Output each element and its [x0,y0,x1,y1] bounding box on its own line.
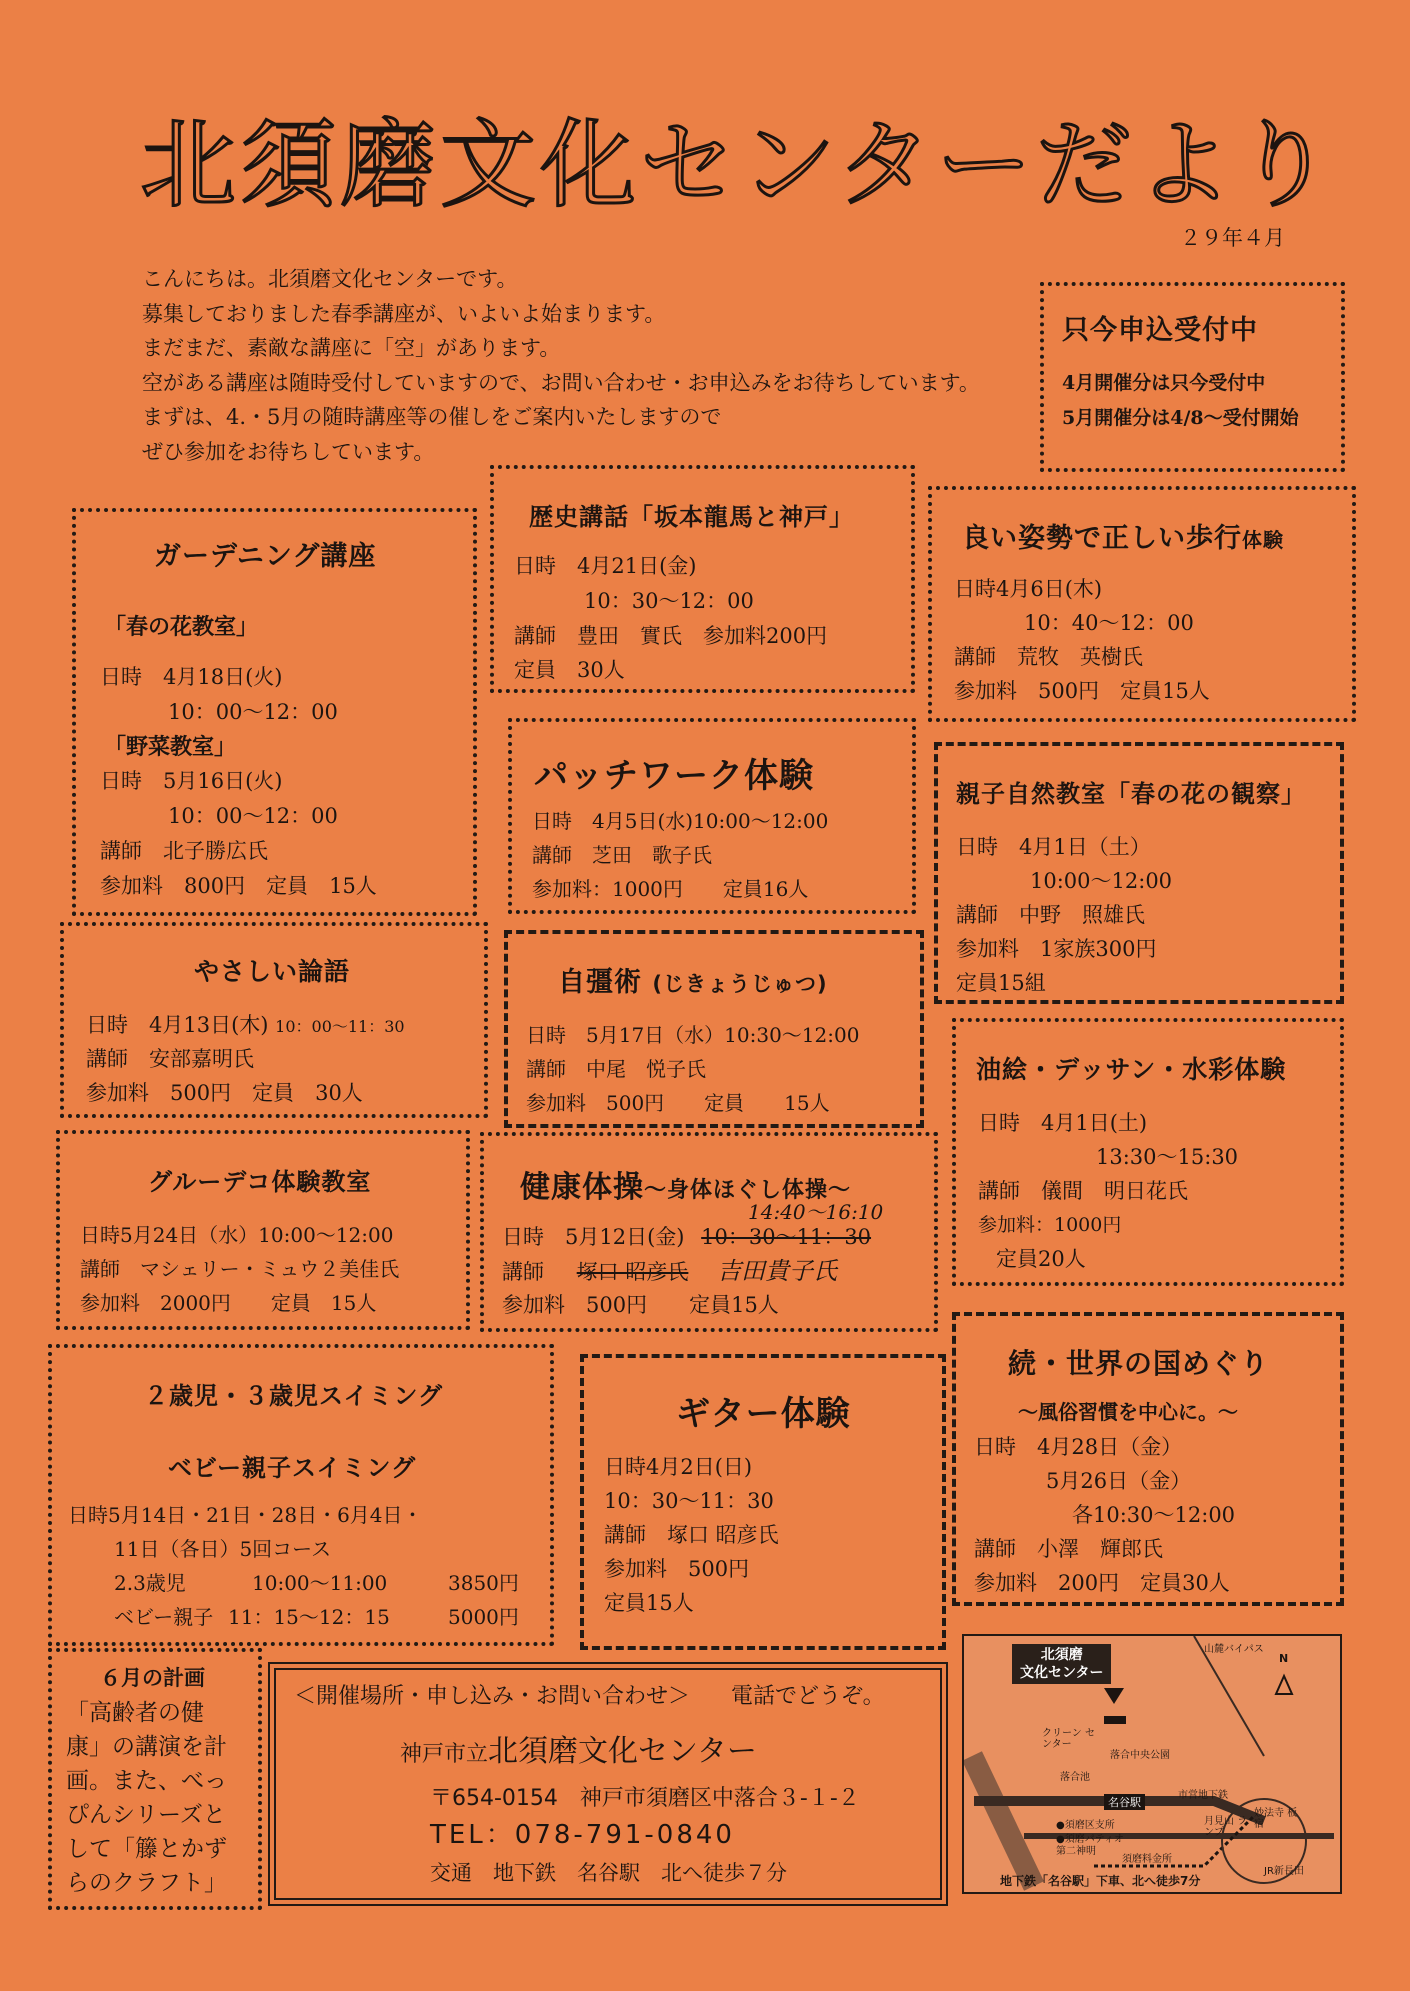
june-text [66,1696,227,1900]
contact-box [268,1662,948,1906]
course-date: 日時 4月5日(水)10:00～12:00 [532,809,829,833]
course-title: ２歳児・３歳児スイミング [144,1382,444,1410]
june-line: らのクラフト」 [66,1870,227,1896]
course-title: 歴史講話「坂本龍馬と神戸」 [529,503,854,531]
course-date: 日時 4月21日(金) [514,554,697,578]
june-plan [48,1648,262,1910]
june-line: して「籐とかず [66,1836,227,1862]
course-time: 10：30～11：30 [604,1489,774,1513]
map-label-branch: ●須磨区支所 [1056,1820,1115,1831]
swim-age: ベビー親子 [114,1605,214,1629]
course-fee: 参加料 2000円 定員 15人 [80,1291,377,1315]
course-date: 日時 4月18日(火) [100,665,283,689]
swim-fee: 5000円 [448,1605,519,1629]
course-subtitle: 「春の花教室」 [104,615,259,640]
course-date: 11日（各日）5回コース [114,1537,332,1561]
course-instructor: 講師 中尾 悦子氏 [526,1057,706,1081]
swim-fee: 3850円 [448,1571,519,1595]
course-title: 親子自然教室「春の花の観察」 [956,780,1306,808]
contact-org [400,1726,757,1770]
course-date: 日時 4月1日（土） [956,835,1151,859]
map-caption: 地下鉄「名谷駅」下車、北へ徒歩7分 [1000,1874,1201,1888]
course-time: 13:30～15:30 [1096,1145,1239,1169]
course-title-suffix: 体験 [1242,528,1284,552]
course-health [480,1132,938,1332]
june-line: 康」の講演を計 [66,1734,227,1760]
course-date: 日時5月14日・21日・28日・6月4日・ [68,1503,423,1527]
course-title [558,960,828,999]
issue-date: ２９年４月 [1180,226,1285,250]
course-instructor [502,1254,837,1289]
course-title: 油絵・デッサン・水彩体験 [976,1055,1287,1084]
course-capacity: 定員15人 [604,1591,694,1615]
map-label-myohoji: 妙法寺 板宿 [1254,1808,1298,1830]
map-center-label-line: 文化センター [1020,1665,1104,1681]
course-date: 日時 5月17日（水）10:30～12:00 [526,1023,860,1047]
course-date: 日時4月6日(木) [954,577,1103,601]
june-title: ６月の計画 [100,1666,205,1690]
june-line: 「高齢者の健 [66,1700,204,1726]
course-title-main: 良い姿勢で正しい歩行 [962,523,1242,554]
course-guitar [580,1354,946,1650]
course-instructor-label: 講師 [502,1260,544,1284]
course-patchwork [508,718,916,914]
map-center-label [1012,1644,1111,1684]
course-date: 日時5月24日（水）10:00～12:00 [80,1223,394,1247]
course-capacity: 定員 30人 [514,658,625,682]
swim-age: 2.3歳児 [114,1571,186,1595]
course-title: やさしい論語 [194,957,351,986]
access-map [962,1634,1342,1894]
course-instructor: 講師 豊田 實氏 参加料200円 [514,624,828,648]
contact-access: 交通 地下鉄 名谷駅 北へ徒歩７分 [430,1861,787,1885]
course-title: ガーデニング講座 [154,541,377,572]
course-time: 10:00～12:00 [1030,869,1173,893]
map-label-toll: 須磨料金所 [1122,1854,1172,1865]
course-instructor: 講師 中野 照雄氏 [956,903,1145,927]
course-capacity: 定員15組 [956,971,1046,995]
course-fee: 参加料 500円 定員 30人 [86,1081,363,1105]
map-label-green: クリーン センター [1042,1728,1095,1750]
course-date: 5月26日（金） [1046,1469,1192,1493]
course-instructor: 講師 塚口 昭彦氏 [604,1523,779,1547]
map-label-station: 名谷駅 [1104,1794,1145,1810]
swim-time: 10:00～11:00 [252,1571,388,1595]
course-instructor: 講師 安部嘉明氏 [86,1047,254,1071]
course-title-main: 自彊術 [558,967,642,998]
course-time-old: 10：30～11：30 [701,1225,872,1249]
course-world [952,1312,1344,1606]
course-time: 10：30～12：00 [584,589,754,613]
swim-time: 11：15～12：15 [228,1605,390,1629]
course-date: 日時 4月28日（金） [974,1435,1183,1459]
course-time: 10：40～12：00 [1024,611,1194,635]
course-time: 10：00～12：00 [168,804,338,828]
map-label-patio: ●須磨パティオ [1056,1834,1124,1845]
course-title: 続・世界の国めぐり [1008,1347,1270,1380]
map-center-label-line: 北須磨 [1040,1647,1083,1663]
course-gluedeco [56,1130,470,1330]
intro-line: 募集しておりました春季講座が、いよいよ始まります。 [142,301,666,326]
course-instructor: 講師 小澤 輝郎氏 [974,1537,1163,1561]
june-line: 画。また、べっ [66,1768,227,1794]
map-label-moon: 月見山 ランプ [1204,1816,1248,1838]
page-title: 北須磨文化センターだより [140,109,1337,221]
map-label-pond: 落合池 [1060,1772,1090,1783]
course-date: 日時4月2日(日) [604,1455,753,1479]
course-instructor: 講師 儀間 明日花氏 [978,1179,1188,1203]
course-instructor: 講師 マシェリー・ミュウ２美佳氏 [80,1257,400,1281]
course-fee: 参加料 200円 定員30人 [974,1571,1230,1595]
course-time: 10：00～12：00 [168,700,338,724]
course-title-sub: ～身体ほぐし体操～ [644,1178,852,1203]
course-history [490,465,915,693]
course-fee: 参加料 500円 定員 15人 [526,1091,830,1115]
map-label-jr: JR新長田 [1264,1866,1304,1877]
course-fee: 参加料 1家族300円 [956,937,1157,961]
course-gardening [72,508,477,916]
intro-line: こんにちは。北須磨文化センターです。 [142,267,518,291]
course-walking [928,486,1356,722]
course-rongo [60,922,488,1118]
course-fee: 参加料 500円 定員15人 [502,1293,779,1317]
course-time: 各10:30～12:00 [1072,1503,1236,1527]
course-date-text: 日時 5月12日(金) [502,1225,685,1249]
contact-tel: TEL：078-791-0840 [430,1820,735,1850]
course-date-text: 日時 4月13日(木) [86,1013,269,1037]
course-title: ベビー親子スイミング [168,1454,417,1482]
course-nature [934,742,1344,1004]
course-title: グルーデコ体験教室 [148,1168,372,1196]
june-line: ぴんシリーズと [66,1802,226,1828]
course-title-reading: (じきょうじゅつ) [652,972,828,996]
contact-address: 〒654-0154 神戸市須磨区中落合３-１-２ [430,1786,860,1811]
course-instructor: 講師 荒牧 英樹氏 [954,645,1143,669]
course-swimming [48,1344,554,1646]
application-notice [1040,282,1345,472]
contact-phone-note: 電話でどうぞ。 [731,1684,885,1709]
course-fee: 参加料 500円 定員15人 [954,679,1210,703]
course-subtitle: 「野菜教室」 [104,735,237,760]
course-fee: 参加料 800円 定員 15人 [100,874,377,898]
intro-line: まだまだ、素敵な講座に「空」があります。 [142,336,561,360]
intro-line: ぜひ参加をお待ちしています。 [142,439,435,464]
intro-line: 空がある講座は随時受付していますので、お問い合わせ・お申込みをお待ちしています。 [142,370,980,395]
course-title-main: 健康体操 [520,1170,644,1205]
course-date: 日時 4月1日(土) [978,1111,1148,1135]
course-fee: 参加料 500円 [604,1557,750,1581]
map-label-road2: 第二神明 [1056,1846,1096,1857]
contact-org-name: 北須磨文化センター [488,1734,757,1769]
course-jikyojutsu [504,930,924,1128]
course-fee: 参加料：1000円 定員16人 [532,877,809,901]
course-title: パッチワーク体験 [534,756,814,796]
handwritten-time: 14:40～16:10 [748,1200,884,1224]
course-title: ギター体験 [676,1394,851,1434]
map-label-park: 落合中央公園 [1110,1750,1170,1761]
course-date [502,1220,871,1254]
course-instructor-new: 吉田貴子氏 [717,1257,838,1285]
course-date [86,1008,405,1044]
course-date: 日時 5月16日(火) [100,769,283,793]
contact-header [294,1680,885,1714]
map-label-road: 山麓バイパス [1204,1644,1264,1655]
course-instructor: 講師 芝田 歌子氏 [532,843,712,867]
notice-title: 只今申込受付中 [1062,315,1258,346]
intro-text [142,262,1042,469]
notice-line: 4月開催分は只今受付中 [1062,372,1266,394]
course-painting [952,1018,1344,1286]
contact-org-prefix: 神戸市立 [400,1742,489,1767]
map-label-subway: 市営地下鉄 [1178,1790,1228,1801]
map-north-icon: N [1279,1652,1289,1665]
course-capacity: 定員20人 [996,1247,1086,1271]
course-subtitle: ～風俗習慣を中心に。～ [1018,1400,1238,1424]
course-time: 10：00～11：30 [275,1017,405,1036]
course-fee: 参加料：1000円 [978,1214,1122,1236]
contact-header-text: ＜開催場所・申し込み・お問い合わせ＞ [294,1684,691,1709]
notice-line: 5月開催分は4/8～受付開始 [1062,407,1299,429]
course-instructor: 講師 北子勝広氏 [100,839,268,863]
course-title [962,516,1284,555]
course-instructor-old: 塚口 昭彦氏 [576,1260,689,1284]
intro-line: まずは、4.・5月の随時講座等の催しをご案内いたしますので [142,405,722,429]
